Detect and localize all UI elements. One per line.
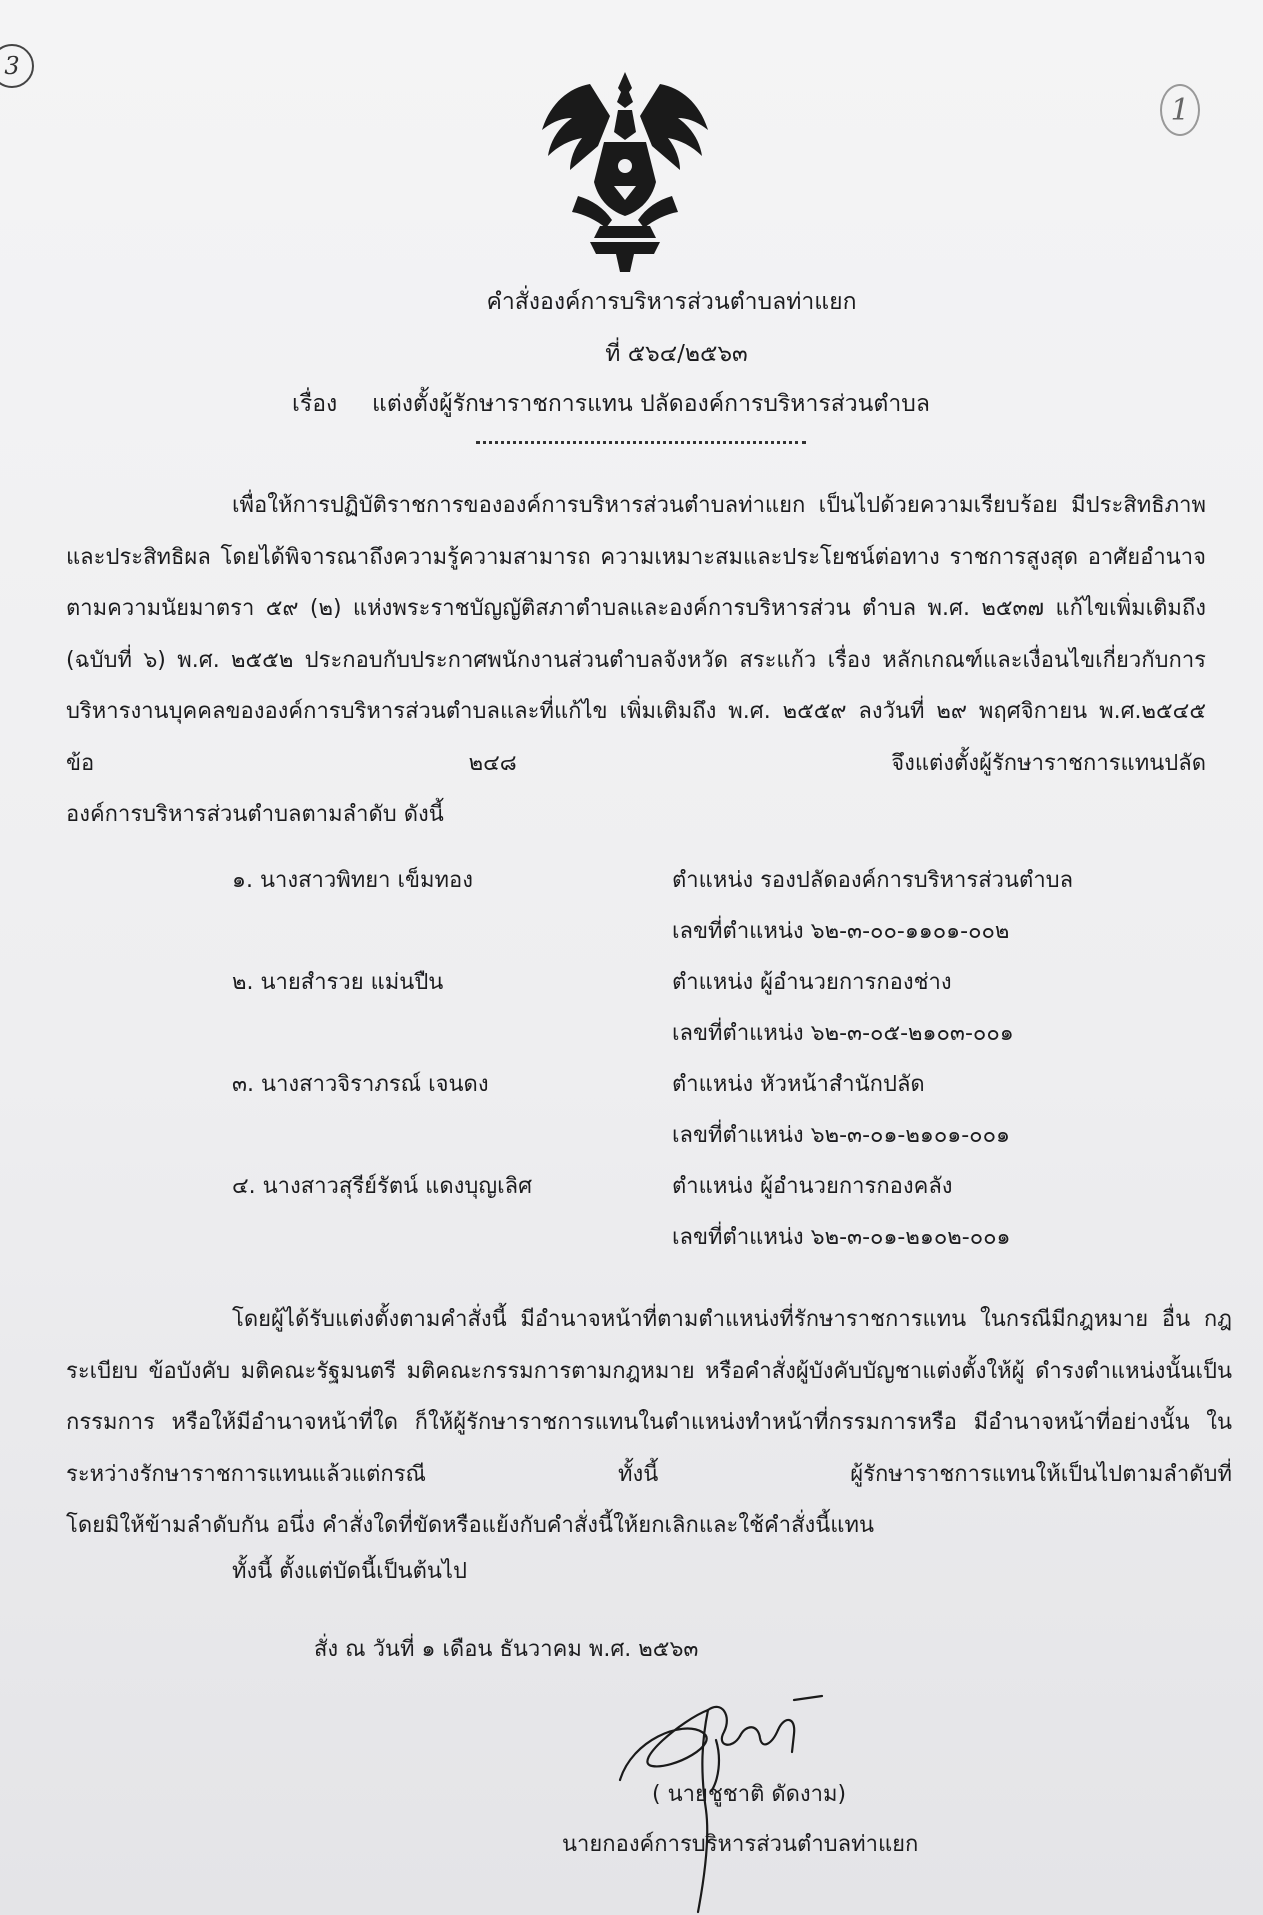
appointee-position: ตำแหน่ง หัวหน้าสำนักปลัด bbox=[672, 1072, 925, 1097]
paragraph-line: อื่น กฎระเบียบ ข้อบังคับ มติคณะรัฐมนตรี มติคณะกรรมการตามกฎหมาย หรือคำสั่งผู้บังคับบัญชาแต่งตั้งให้ผู้ bbox=[66, 1307, 1232, 1384]
handwritten-page-number: 1 bbox=[1160, 84, 1200, 136]
paragraph-line: สระแก้ว เรื่อง หลักเกณฑ์และเงื่อนไขเกี่ยวกับการบริหารงานบุคคลขององค์การบริหารส่วนตำบลและที่แก้ไข bbox=[66, 647, 1206, 724]
order-number: ที่ ๕๖๔/๒๕๖๓ bbox=[605, 341, 748, 367]
paragraph-line: เพื่อให้การปฏิบัติราชการขององค์การบริหารส่วนตำบลท่าแยก เป็นไปด้วยความเรียบร้อย bbox=[232, 493, 1058, 518]
appointee-position-number: เลขที่ตำแหน่ง ๖๒-๓-๐๐-๑๑๐๑-๐๐๒ bbox=[672, 919, 1010, 944]
paragraph-line: องค์การบริหารส่วนตำบลตามลำดับ ดังนี้ bbox=[66, 802, 444, 827]
paragraph-line: โดยผู้ได้รับแต่งตั้งตามคำสั่งนี้ มีอำนาจหน้าที่ตามตำแหน่งที่รักษาราชการแทน ในกรณีมีกฎหมาย bbox=[232, 1307, 1149, 1332]
appointee-position-number: เลขที่ตำแหน่ง ๖๒-๓-๐๑-๒๑๐๒-๐๐๑ bbox=[672, 1225, 1011, 1250]
handwritten-page-mark: 3 bbox=[0, 44, 34, 88]
signed-date: สั่ง ณ วันที่ ๑ เดือน ธันวาคม พ.ศ. ๒๕๖๓ bbox=[314, 1637, 699, 1662]
dotted-divider bbox=[476, 441, 806, 444]
effective-date-line: ทั้งนี้ ตั้งแต่บัดนี้เป็นต้นไป bbox=[232, 1559, 467, 1584]
subject-label: เรื่อง bbox=[292, 391, 338, 417]
subject-text: แต่งตั้งผู้รักษาราชการแทน ปลัดองค์การบริหารส่วนตำบล bbox=[372, 391, 930, 417]
appointee-name: ๑. นางสาวพิทยา เข็มทอง bbox=[232, 868, 473, 893]
appointee-position-number: เลขที่ตำแหน่ง ๖๒-๓-๐๑-๒๑๐๑-๐๐๑ bbox=[672, 1123, 1010, 1148]
signer-name: ( นายชูชาติ ดัดงาม) bbox=[652, 1782, 847, 1807]
paragraph-line: มีประสิทธิภาพและประสิทธิผล โดยได้พิจารณาถึงความรู้ความสามารถ ความเหมาะสมและประโยชน์ต่อทาง bbox=[66, 493, 1206, 570]
order-title: คำสั่งองค์การบริหารส่วนตำบลท่าแยก bbox=[486, 289, 857, 315]
appointee-position: ตำแหน่ง ผู้อำนวยการกองช่าง bbox=[672, 970, 952, 995]
appointee-position: ตำแหน่ง รองปลัดองค์การบริหารส่วนตำบล bbox=[672, 868, 1074, 893]
preamble-paragraph bbox=[66, 480, 1206, 841]
appointee-position-number: เลขที่ตำแหน่ง ๖๒-๓-๐๕-๒๑๐๓-๐๐๑ bbox=[672, 1021, 1014, 1046]
paragraph-line: ตำบล พ.ศ. ๒๕๓๗ แก้ไขเพิ่มเติมถึง (ฉบับที่ ๖) พ.ศ. ๒๕๕๒ ประกอบกับประกาศพนักงานส่วนตำบลจังหวัด bbox=[66, 596, 1206, 673]
paragraph-line: มีอำนาจหน้าที่อย่างนั้น ในระหว่างรักษาราชการแทนแล้วแต่กรณี ทั้งนี้ ผู้รักษาราชการแทนให้เป็นไปตามลำดับที่ bbox=[66, 1410, 1232, 1487]
authority-paragraph bbox=[66, 1294, 1232, 1552]
appointee-name: ๓. นางสาวจิราภรณ์ เจนดง bbox=[232, 1072, 489, 1097]
paragraph-line: โดยมิให้ข้ามลำดับกัน อนึ่ง คำสั่งใดที่ขัดหรือแย้งกับคำสั่งนี้ให้ยกเลิกและใช้คำสั่งนี้แทน bbox=[66, 1513, 874, 1538]
paragraph-line: ราชการสูงสุด อาศัยอำนาจตามความนัยมาตรา ๕๙ (๒) แห่งพระราชบัญญัติสภาตำบลและองค์การบริหารส่วน bbox=[66, 544, 1206, 621]
garuda-emblem-icon bbox=[530, 66, 720, 276]
appointee-name: ๔. นางสาวสุรีย์รัตน์ แดงบุญเลิศ bbox=[232, 1174, 533, 1199]
appointee-name: ๒. นายสำรวย แม่นปืน bbox=[232, 970, 444, 995]
signer-title: นายกองค์การบริหารส่วนตำบลท่าแยก bbox=[562, 1832, 919, 1857]
paragraph-line: เพิ่มเติมถึง พ.ศ. ๒๕๕๙ ลงวันที่ ๒๙ พฤศจิกายน พ.ศ.๒๕๔๕ ข้อ ๒๔๘ จึงแต่งตั้งผู้รักษาราชการแทนปลัด bbox=[66, 699, 1206, 776]
paragraph-line: ดำรงตำแหน่งนั้นเป็นกรรมการ หรือให้มีอำนาจหน้าที่ใด ก็ให้ผู้รักษาราชการแทนในตำแหน่งทำหน้าที่กรรมการหรือ bbox=[66, 1358, 1232, 1435]
appointee-position: ตำแหน่ง ผู้อำนวยการกองคลัง bbox=[672, 1174, 953, 1199]
order-subject bbox=[292, 386, 930, 422]
